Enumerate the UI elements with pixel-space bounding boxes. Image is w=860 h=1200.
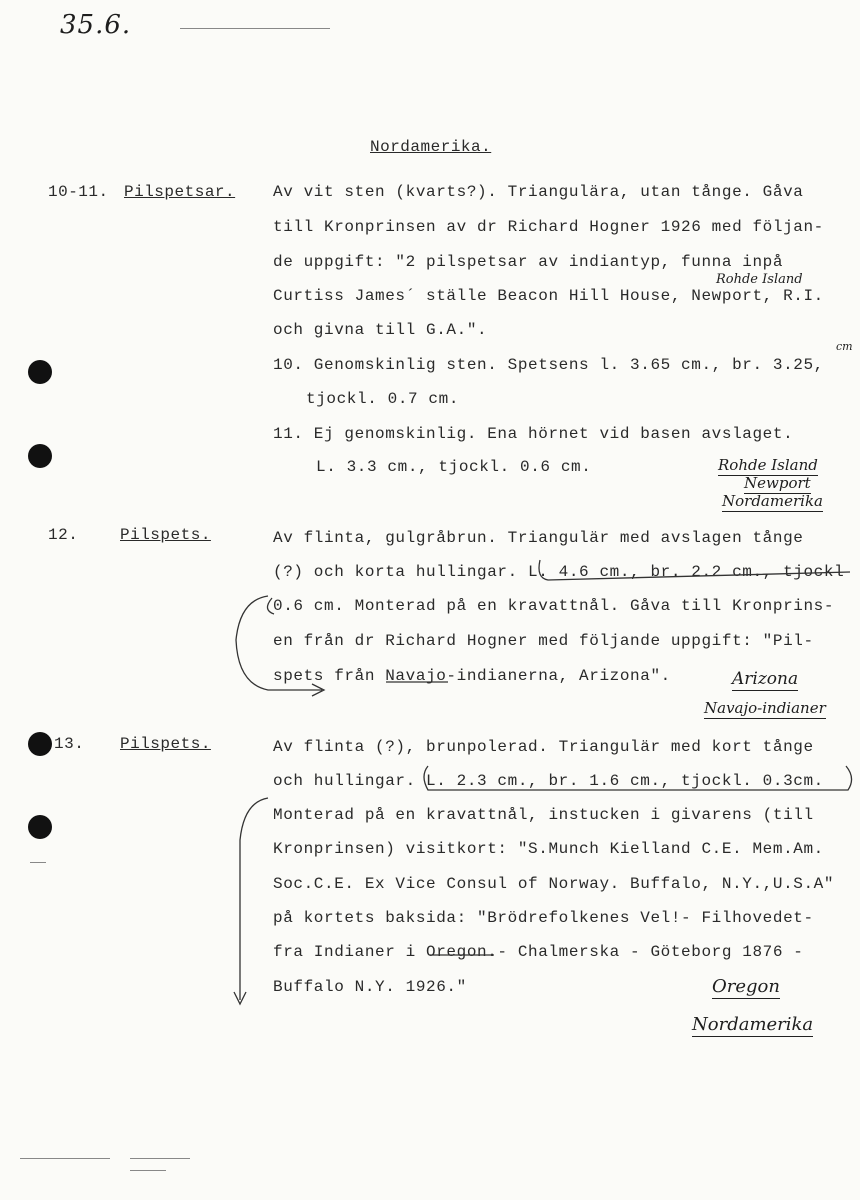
scan-artifact xyxy=(130,1158,190,1159)
entry-line: Soc.C.E. Ex Vice Consul of Norway. Buffalo, N.Y.,U.S.A" xyxy=(273,875,835,893)
entry-line: Av flinta (?), brunpolerad. Triangulär med kort tånge xyxy=(273,738,814,756)
handwritten-annotation: Oregon xyxy=(712,976,780,997)
page-number: 35.6. xyxy=(60,10,132,40)
entry-line: Av flinta, gulgråbrun. Triangulär med avslagen tånge xyxy=(273,529,804,547)
scan-artifact xyxy=(20,1158,110,1159)
handwritten-annotation: Nordamerika xyxy=(692,1014,814,1035)
entry-line: Buffalo N.Y. 1926." xyxy=(273,978,467,996)
entry-line: (?) och korta hullingar. L. 4.6 cm., br. 2.2 cm., tjockl xyxy=(273,563,845,581)
entry-line: de uppgift: "2 pilspetsar av indiantyp, funna inpå xyxy=(273,253,784,271)
handwritten-annotation: Newport xyxy=(744,474,811,492)
entry-label: Pilspetsar. xyxy=(124,183,236,201)
entry-line: Curtiss James´ ställe Beacon Hill House, Newport, R.I. xyxy=(273,287,824,305)
entry-line: och hullingar. L. 2.3 cm., br. 1.6 cm., tjockl. 0.3cm. xyxy=(273,772,824,790)
entry-line: Monterad på en kravattnål, instucken i givarens (till xyxy=(273,806,814,824)
handwritten-annotation: Nordamerika xyxy=(722,492,823,510)
handwritten-annotation: Navajo-indianer xyxy=(704,699,826,717)
handwritten-annotation: Arizona xyxy=(732,669,799,689)
entry-label: Pilspets. xyxy=(120,526,211,544)
entry-number: 10-11. xyxy=(48,183,109,201)
entry-line: spets från Navajo-indianerna, Arizona". xyxy=(273,667,671,685)
entry-line: Av vit sten (kvarts?). Triangulära, utan tånge. Gåva xyxy=(273,183,804,201)
entry-number: 12. xyxy=(48,526,79,544)
page-title: Nordamerika. xyxy=(370,138,492,156)
entry-line: tjockl. 0.7 cm. xyxy=(306,390,460,408)
entry-line: 10. Genomskinlig sten. Spetsens l. 3.65 cm., br. 3.25, xyxy=(273,356,824,374)
entry-line: L. 3.3 cm., tjockl. 0.6 cm. xyxy=(316,458,592,476)
scan-artifact xyxy=(30,862,46,863)
scan-artifact xyxy=(130,1170,166,1171)
entry-line: 0.6 cm. Monterad på en kravattnål. Gåva till Kronprins- xyxy=(273,597,835,615)
entry-label: Pilspets. xyxy=(120,735,211,753)
entry-line: Kronprinsen) visitkort: "S.Munch Kielland C.E. Mem.Am. xyxy=(273,840,824,858)
entry-line: till Kronprinsen av dr Richard Hogner 1926 med följan- xyxy=(273,218,824,236)
entry-line: fra Indianer i Oregon.- Chalmerska - Göteborg 1876 - xyxy=(273,943,804,961)
entry-line: 11. Ej genomskinlig. Ena hörnet vid basen avslaget. xyxy=(273,425,794,443)
handwritten-annotation: Rohde Island xyxy=(718,456,818,474)
entry-number: 13. xyxy=(54,735,85,753)
entry-line: på kortets baksida: "Brödrefolkenes Vel!- Filhovedet- xyxy=(273,909,814,927)
handwritten-insertion: Rohde Island xyxy=(716,272,803,287)
handwritten-insertion: cm xyxy=(836,340,853,353)
entry-line: och givna till G.A.". xyxy=(273,321,488,339)
entry-line: en från dr Richard Hogner med följande uppgift: "Pil- xyxy=(273,632,814,650)
